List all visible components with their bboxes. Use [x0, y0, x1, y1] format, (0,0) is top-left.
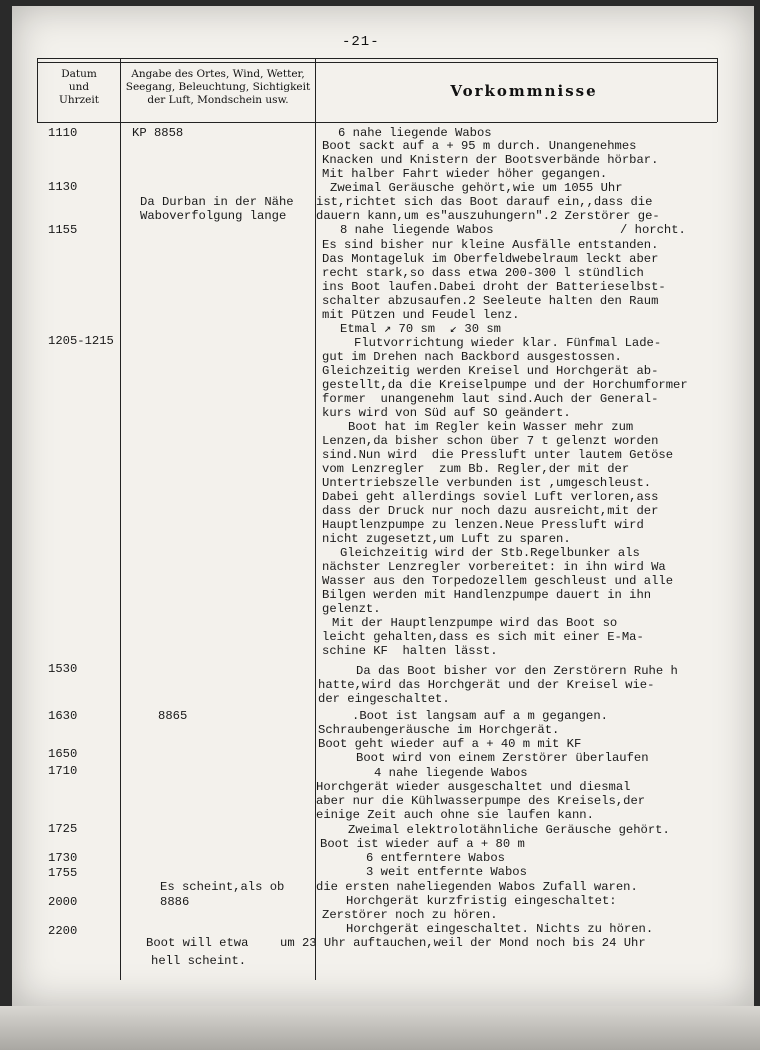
time-entry: 2000 [48, 895, 78, 909]
place-entry: Da Durban in der Nähe [140, 195, 294, 209]
column-divider-1 [120, 58, 121, 980]
time-entry: 1205-1215 [48, 334, 114, 348]
time-entry: 1130 [48, 180, 78, 194]
event-line: .Boot ist langsam auf a m gegangen. [352, 709, 608, 723]
place-entry: 8886 [160, 895, 190, 909]
event-line: Knacken und Knistern der Bootsverbände hörbar. [322, 153, 659, 167]
event-line: Das Montageluk im Oberfeldwebelraum leckt aber [322, 252, 659, 266]
event-line: Mit halber Fahrt wieder höher gegangen. [322, 167, 608, 181]
event-line: Boot wird von einem Zerstörer überlaufen [356, 751, 649, 765]
event-line: dauern kann,um es"auszuhungern".2 Zerstörer ge- [316, 209, 660, 223]
event-line: um 23 Uhr auftauchen,weil der Mond noch bis 24 Uhr [280, 936, 646, 950]
event-line: die ersten naheliegenden Wabos Zufall waren. [316, 880, 638, 894]
event-line: 8 nahe liegende Wabos [340, 223, 494, 237]
event-line: Flutvorrichtung wieder klar. Fünfmal Lade- [354, 336, 662, 350]
event-line: Wasser aus den Torpedozellem geschleust und alle [322, 574, 674, 588]
event-line: Zerstörer noch zu hören. [322, 908, 498, 922]
event-line: 6 entferntere Wabos [366, 851, 505, 865]
header-events-column: Vorkommnisse [450, 82, 598, 100]
event-line: Da das Boot bisher vor den Zerstörern Ruhe h [356, 664, 678, 678]
event-line: Boot sackt auf a + 95 m durch. Unangenehmes [322, 139, 637, 153]
event-line: Untertriebszelle verbunden ist ,umgeschleust. [322, 476, 652, 490]
event-line: aber nur die Kühlwasserpumpe des Kreisels,der [316, 794, 646, 808]
header-bottom-rule [37, 122, 717, 123]
event-line: Boot ist wieder auf a + 80 m [320, 837, 525, 851]
event-line: Bilgen werden mit Handlenzpumpe dauert in ihn [322, 588, 652, 602]
time-entry: 1530 [48, 662, 78, 676]
event-line: former unangenehm laut sind.Auch der General- [322, 392, 659, 406]
place-entry: Waboverfolgung lange [140, 209, 287, 223]
event-line: hatte,wird das Horchgerät und der Kreisel wie- [318, 678, 655, 692]
event-line: Mit der Hauptlenzpumpe wird das Boot so [332, 616, 618, 630]
event-line: gestellt,da die Kreiselpumpe und der Horchumformer [322, 378, 688, 392]
place-entry: hell scheint. [151, 954, 247, 968]
scan-bottom-edge [0, 1006, 760, 1050]
time-entry: 1730 [48, 851, 78, 865]
place-entry: 8865 [158, 709, 188, 723]
event-line: der eingeschaltet. [318, 692, 450, 706]
event-line: Dabei geht allerdings soviel Luft verloren,ass [322, 490, 659, 504]
event-line: ins Boot laufen.Dabei droht der Batterieselbst- [322, 280, 666, 294]
event-line: Horchgerät wieder ausgeschaltet und diesmal [316, 780, 631, 794]
event-line: Es sind bisher nur kleine Ausfälle entstanden. [322, 238, 659, 252]
header-place-column: Angabe des Ortes, Wind, Wetter, Seegang, Beleuchtung, Sichtigkeit der Luft, Mondschein usw. [125, 68, 311, 106]
event-line: nächster Lenzregler vorbereitet: in ihn wird Wa [322, 560, 666, 574]
time-entry: 1725 [48, 822, 78, 836]
page-number: -21- [342, 34, 380, 50]
event-line: nicht zugesetzt,um Luft zu sparen. [322, 532, 571, 546]
event-line: Gleichzeitig wird der Stb.Regelbunker als [340, 546, 640, 560]
event-line: Gleichzeitig werden Kreisel und Horchgerät ab- [322, 364, 659, 378]
event-line: 4 nahe liegende Wabos [374, 766, 528, 780]
event-line: / horcht. [620, 223, 686, 237]
event-line: 6 nahe liegende Wabos [338, 126, 492, 140]
logbook-page [12, 6, 754, 1006]
time-entry: 1155 [48, 223, 78, 237]
event-line: Boot hat im Regler kein Wasser mehr zum [348, 420, 634, 434]
event-line: sind.Nun wird die Pressluft unter lautem Getöse [322, 448, 674, 462]
event-line: Hauptlenzpumpe zu lenzen.Neue Pressluft wird [322, 518, 644, 532]
event-line: leicht gehalten,dass es sich mit einer E-Ma- [322, 630, 644, 644]
event-line: dass der Druck nur noch dazu ausreicht,mit der [322, 504, 659, 518]
event-line: gelenzt. [322, 602, 381, 616]
event-line: recht stark,so dass etwa 200-300 l stündlich [322, 266, 644, 280]
event-line: Horchgerät kurzfristig eingeschaltet: [346, 894, 617, 908]
event-line: Horchgerät eingeschaltet. Nichts zu hören. [346, 922, 654, 936]
place-entry: KP 8858 [132, 126, 184, 140]
event-line: schine KF halten lässt. [322, 644, 498, 658]
header-date-column: Datum und Uhrzeit [59, 68, 99, 106]
event-line: gut im Drehen nach Backbord ausgestossen. [322, 350, 622, 364]
time-entry: 1650 [48, 747, 78, 761]
header-top-rule-2 [37, 62, 717, 63]
event-line: Zweimal elektrolotähnliche Geräusche gehört. [348, 823, 670, 837]
event-line: schalter abzusaufen.2 Seeleute halten den Raum [322, 294, 659, 308]
event-line: Boot geht wieder auf a + 40 m mit KF [318, 737, 582, 751]
time-entry: 1710 [48, 764, 78, 778]
left-border [37, 58, 38, 122]
event-line: kurs wird von Süd auf SO geändert. [322, 406, 571, 420]
place-entry: Boot will etwa [146, 936, 249, 950]
event-line: Etmal ↗ 70 sm ↙ 30 sm [340, 322, 501, 336]
time-entry: 1110 [48, 126, 78, 140]
event-line: Lenzen,da bisher schon über 7 t gelenzt worden [322, 434, 659, 448]
event-line: ist,richtet sich das Boot darauf ein,,dass die [316, 195, 653, 209]
event-line: 3 weit entfernte Wabos [366, 865, 527, 879]
event-line: einige Zeit auch ohne sie laufen kann. [316, 808, 594, 822]
time-entry: 2200 [48, 924, 78, 938]
event-line: vom Lenzregler zum Bb. Regler,der mit der [322, 462, 630, 476]
event-line: Schraubengeräusche im Horchgerät. [318, 723, 560, 737]
event-line: Zweimal Geräusche gehört,wie um 1055 Uhr [330, 181, 623, 195]
place-entry: Es scheint,als ob [160, 880, 285, 894]
time-entry: 1755 [48, 866, 78, 880]
event-line: mit Pützen und Feudel lenz. [322, 308, 520, 322]
time-entry: 1630 [48, 709, 78, 723]
header-top-rule [37, 58, 717, 59]
